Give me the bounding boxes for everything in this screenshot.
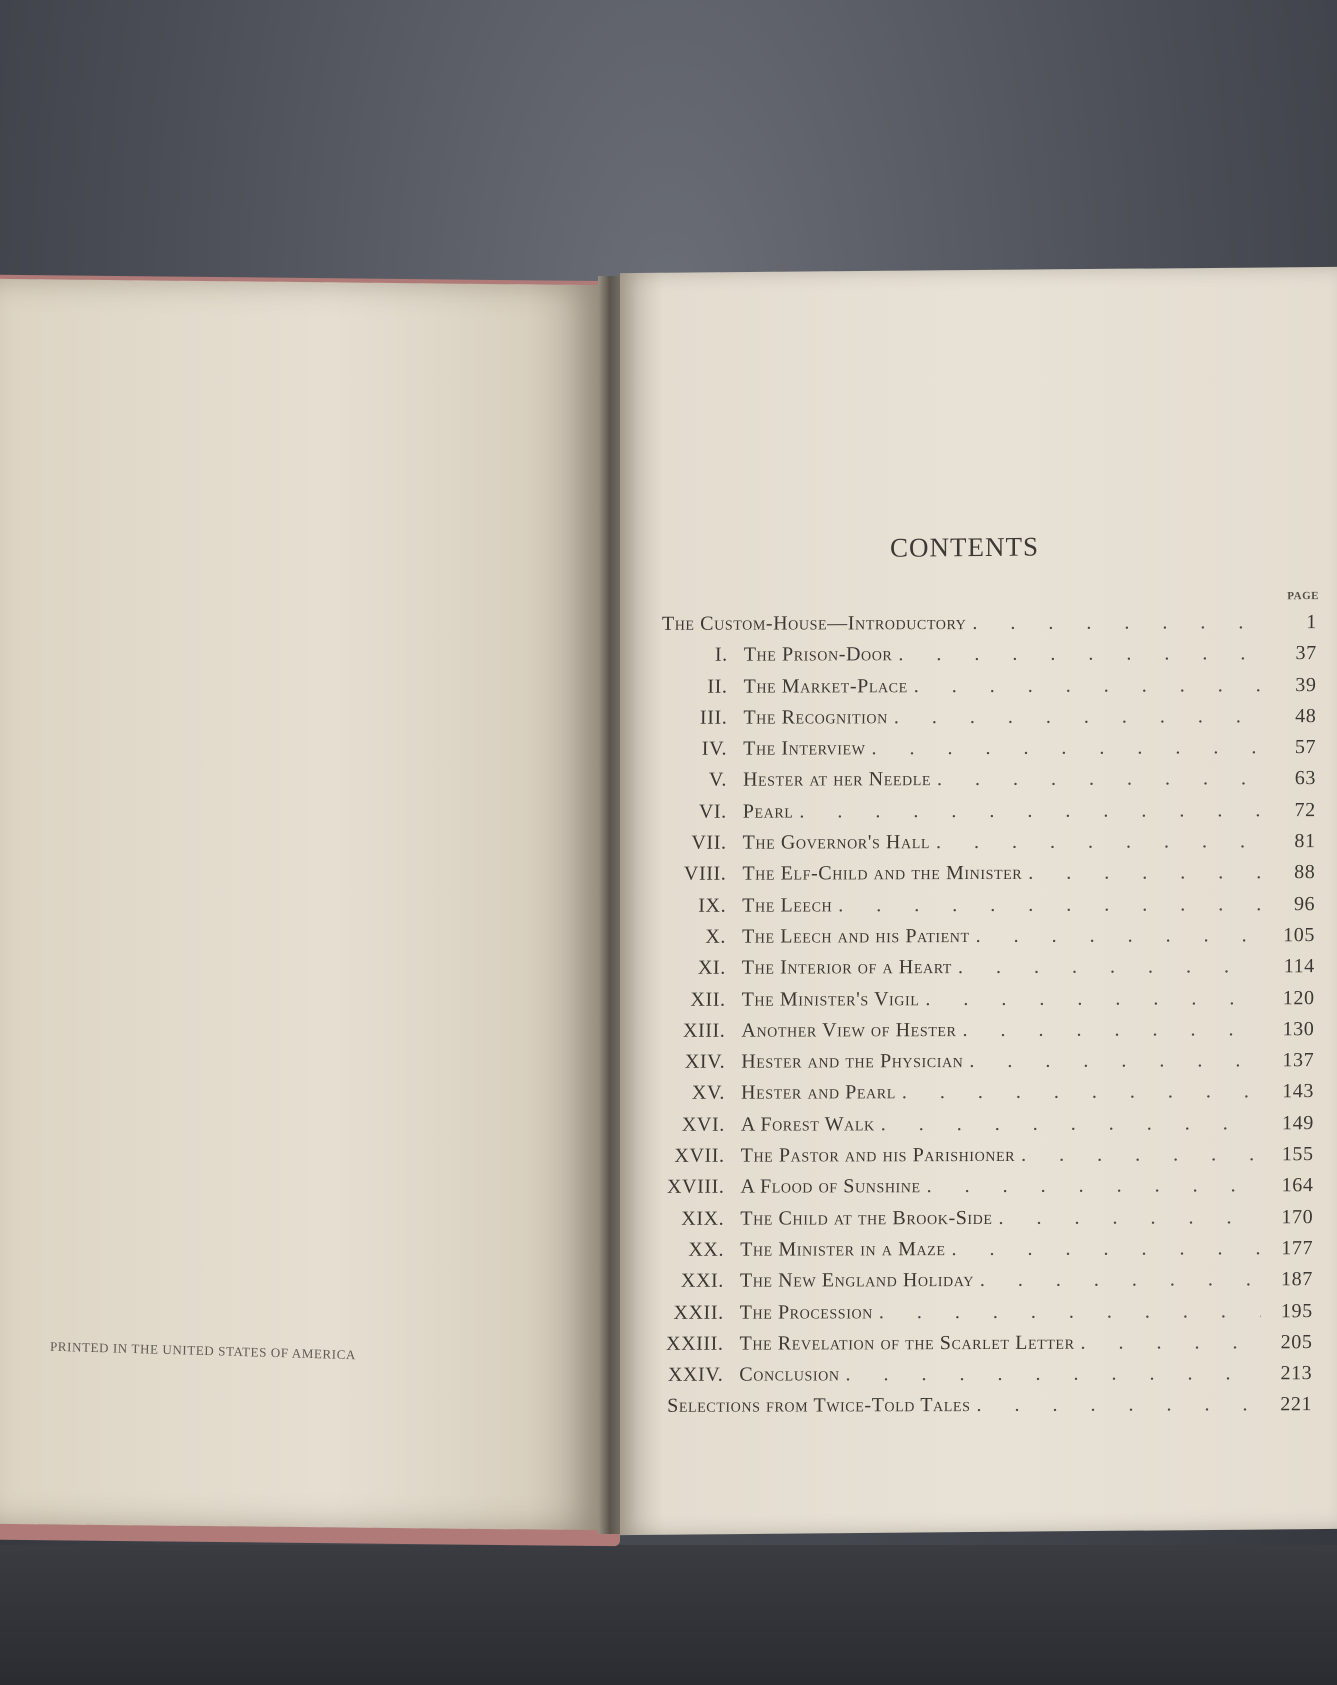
chapter-title: The Custom-House—Introductory xyxy=(661,612,967,635)
dot-leader xyxy=(976,1394,1260,1418)
chapter-title: The Procession xyxy=(739,1300,873,1324)
toc-entry xyxy=(649,736,1316,769)
printer-imprint: PRINTED IN THE UNITED STATES OF AMERICA xyxy=(49,1338,357,1363)
chapter-number: XXII. xyxy=(673,1301,724,1324)
dot-leader xyxy=(881,1112,1262,1136)
chapter-page-number: 105 xyxy=(1283,924,1316,947)
toc-entry xyxy=(648,987,1315,1020)
toc-entry xyxy=(646,1174,1313,1207)
chapter-number: XIII. xyxy=(682,1019,726,1042)
chapter-number: XXIV. xyxy=(667,1363,724,1386)
dot-leader xyxy=(925,987,1262,1011)
chapter-number: VII. xyxy=(691,831,727,854)
chapter-page-number: 48 xyxy=(1295,705,1317,728)
chapter-page-number: 155 xyxy=(1281,1143,1314,1166)
dot-leader xyxy=(972,611,1265,635)
dot-leader xyxy=(962,1018,1262,1042)
page-column-label: PAGE xyxy=(1287,590,1319,603)
chapter-number: IV. xyxy=(701,737,728,760)
toc-entry xyxy=(648,924,1315,957)
dot-leader xyxy=(927,1175,1262,1199)
dot-leader xyxy=(969,1049,1262,1073)
chapter-page-number: 81 xyxy=(1294,830,1316,853)
chapter-title: Hester at her Needle xyxy=(742,768,932,792)
toc-entry xyxy=(650,611,1317,644)
chapter-page-number: 37 xyxy=(1295,642,1317,665)
dot-leader xyxy=(879,1300,1261,1324)
chapter-page-number: 72 xyxy=(1294,798,1316,821)
chapter-title: The Prison-Door xyxy=(743,643,893,666)
chapter-number: XVII. xyxy=(674,1144,725,1167)
chapter-number: VIII. xyxy=(683,863,727,886)
chapter-number: VI. xyxy=(698,800,727,823)
chapter-page-number: 1 xyxy=(1306,611,1317,634)
chapter-page-number: 177 xyxy=(1281,1237,1314,1260)
chapter-title: The Elf-Child and the Minister xyxy=(742,862,1023,886)
chapter-title: Hester and the Physician xyxy=(741,1050,964,1073)
chapter-title: Conclusion xyxy=(739,1363,840,1386)
chapter-title: The Child at the Brook-Side xyxy=(740,1206,993,1230)
dot-leader xyxy=(838,893,1263,917)
toc-entry xyxy=(645,1394,1312,1427)
chapter-title: The Recognition xyxy=(743,706,888,729)
chapter-title: A Flood of Sunshine xyxy=(740,1175,921,1198)
toc-entry xyxy=(646,1268,1313,1301)
dot-leader xyxy=(999,1206,1262,1230)
chapter-number: XVI. xyxy=(681,1113,725,1136)
chapter-title: The New England Holiday xyxy=(739,1269,975,1292)
chapter-page-number: 205 xyxy=(1280,1330,1313,1354)
table-of-contents xyxy=(645,611,1317,1426)
chapter-title: The Pastor and his Parishioner xyxy=(740,1143,1016,1167)
chapter-page-number: 149 xyxy=(1281,1111,1314,1134)
left-page xyxy=(0,279,600,1530)
chapter-title: Another View of Hester xyxy=(741,1018,957,1042)
dot-leader xyxy=(976,924,1263,948)
dot-leader xyxy=(914,674,1265,698)
toc-entry xyxy=(645,1362,1312,1395)
dot-leader xyxy=(1021,1143,1262,1167)
chapter-title: The Governor's Hall xyxy=(742,831,931,854)
dot-leader xyxy=(936,830,1264,854)
toc-entry xyxy=(647,1018,1314,1051)
chapter-title: The Leech and his Patient xyxy=(741,925,970,948)
chapter-page-number: 213 xyxy=(1280,1362,1313,1385)
chapter-page-number: 170 xyxy=(1281,1205,1314,1228)
toc-entry xyxy=(650,642,1317,675)
toc-entry xyxy=(647,1143,1314,1176)
dot-leader xyxy=(1028,862,1263,886)
chapter-number: XX. xyxy=(688,1238,725,1261)
dot-leader xyxy=(846,1362,1261,1386)
chapter-number: XII. xyxy=(690,988,726,1011)
chapter-number: XIV. xyxy=(684,1050,726,1073)
contents-heading: CONTENTS xyxy=(890,531,1039,563)
toc-entry xyxy=(646,1300,1313,1333)
chapter-page-number: 164 xyxy=(1281,1174,1314,1197)
chapter-title: The Market-Place xyxy=(743,674,908,698)
chapter-title: Pearl xyxy=(742,800,794,823)
chapter-page-number: 187 xyxy=(1281,1268,1313,1291)
dot-leader xyxy=(898,643,1264,667)
chapter-title: The Revelation of the Scarlet Letter xyxy=(739,1331,1075,1355)
chapter-number: IX. xyxy=(698,894,727,917)
chapter-title: The Minister's Vigil xyxy=(741,987,920,1011)
chapter-number: XI. xyxy=(697,956,726,980)
chapter-page-number: 39 xyxy=(1295,673,1317,696)
chapter-title: Hester and Pearl xyxy=(740,1081,896,1105)
chapter-number: XIX. xyxy=(681,1207,725,1230)
toc-entry xyxy=(646,1237,1313,1270)
toc-entry xyxy=(648,893,1315,926)
dot-leader xyxy=(902,1081,1262,1105)
chapter-page-number: 195 xyxy=(1280,1299,1313,1322)
chapter-number: V. xyxy=(708,769,728,792)
table-surface xyxy=(0,1545,1337,1685)
chapter-page-number: 221 xyxy=(1280,1393,1313,1416)
chapter-page-number: 96 xyxy=(1293,892,1316,915)
chapter-page-number: 130 xyxy=(1282,1017,1315,1041)
chapter-title: Selections from Twice-Told Tales xyxy=(667,1394,971,1418)
chapter-title: The Minister in a Maze xyxy=(740,1238,946,1261)
chapter-number: XV. xyxy=(691,1082,726,1105)
toc-entry xyxy=(648,830,1315,863)
chapter-number: XXI. xyxy=(680,1269,724,1293)
open-book xyxy=(0,270,1337,1560)
dot-leader xyxy=(871,736,1264,760)
toc-entry xyxy=(649,674,1316,707)
toc-entry xyxy=(649,705,1316,738)
right-page xyxy=(620,267,1337,1535)
toc-entry xyxy=(649,799,1316,832)
dot-leader xyxy=(894,705,1265,729)
chapter-page-number: 63 xyxy=(1294,767,1317,790)
toc-entry xyxy=(648,862,1315,895)
chapter-page-number: 57 xyxy=(1294,736,1317,759)
chapter-title: The Interior of a Heart xyxy=(741,956,953,979)
chapter-page-number: 143 xyxy=(1282,1080,1315,1103)
chapter-page-number: 137 xyxy=(1282,1049,1315,1072)
toc-entry xyxy=(649,768,1316,801)
chapter-number: I. xyxy=(714,643,728,666)
chapter-number: II. xyxy=(707,675,728,698)
chapter-number: X. xyxy=(705,925,727,948)
toc-entry xyxy=(647,1081,1314,1114)
chapter-title: A Forest Walk xyxy=(740,1113,875,1136)
dot-leader xyxy=(799,799,1263,823)
chapter-title: The Leech xyxy=(742,894,833,917)
dot-leader xyxy=(958,956,1263,980)
toc-entry xyxy=(646,1206,1313,1239)
dot-leader xyxy=(1080,1331,1260,1354)
chapter-number: XVIII. xyxy=(666,1176,725,1199)
dot-leader xyxy=(980,1269,1261,1293)
dot-leader xyxy=(951,1237,1261,1261)
chapter-page-number: 88 xyxy=(1294,861,1316,884)
toc-entry xyxy=(647,1112,1314,1145)
toc-entry xyxy=(648,955,1315,988)
toc-entry xyxy=(645,1331,1312,1364)
chapter-title: The Interview xyxy=(743,737,866,760)
chapter-number: XXIII. xyxy=(665,1332,724,1355)
dot-leader xyxy=(937,768,1264,792)
chapter-page-number: 114 xyxy=(1283,955,1315,978)
chapter-number: III. xyxy=(699,706,728,729)
chapter-page-number: 120 xyxy=(1282,986,1315,1009)
toc-entry xyxy=(647,1049,1314,1082)
